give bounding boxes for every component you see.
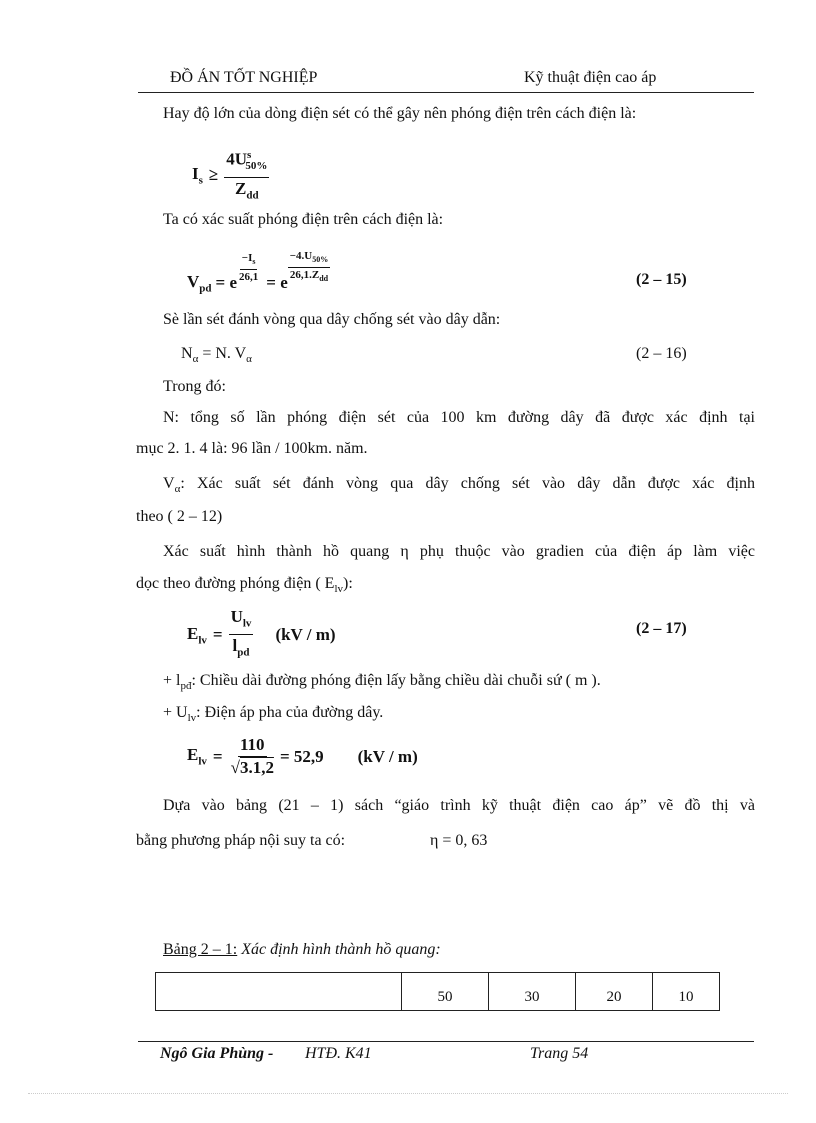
eta-value: η = 0, 63 [430, 832, 488, 849]
footer-class: HTĐ. K41 [305, 1045, 372, 1062]
paragraph-4: Trong đó: [163, 378, 226, 395]
formula-vpd: $V_{pd}$ = e $\frac{-I_s}{26,1}$ = e $\frac{-4.U_{50\%}}{26,1.Z_{dd}}$ [187, 249, 329, 295]
header-left: ĐỒ ÁN TỐT NGHIỆP [170, 69, 318, 86]
table-cell: 30 [488, 973, 575, 1010]
formula-is-lhs: $I_s$ [192, 164, 203, 187]
footer-author: Ngô Gia Phùng - [160, 1045, 274, 1062]
paragraph-6a: $V_\alpha$ : Xác suất sét đánh vòng qua dây chống sét vào dây dẫn được xác định [163, 475, 755, 496]
paragraph-10b: bằng phương pháp nội suy ta có: [136, 832, 346, 849]
paragraph-10a: Dựa vào bảng (21 – 1) sách “giáo trình kỹ thuật điện cao áp” vẽ đồ thị và [163, 797, 755, 814]
formula-is-fraction: $\frac{4U^s_{50\%}}{Z_{dd}}$ [224, 144, 269, 206]
page-bottom-border [28, 1093, 788, 1094]
header-right: Kỹ thuật điện cao áp [524, 69, 657, 86]
definition-lpd: + $l_{pđ}$: Chiều dài đường phóng điện lấy bằng chiều dài chuỗi sứ ( m ). [163, 672, 601, 693]
footer-rule [138, 1041, 754, 1042]
table-cell: 20 [575, 973, 652, 1010]
paragraph-1: Hay độ lớn của dòng điện sét có thể gây nên phóng điện trên cách điện là: [163, 105, 637, 122]
paragraph-7b: dọc theo đường phóng điện ( $E_{lv}$): [136, 575, 353, 596]
formula-n-alpha: $N_\alpha = N$. $V_\alpha$ [181, 345, 252, 366]
formula-elv-value: $E_{lv}$ = $\frac{110}{√3.1,2}$ = 52,9 (kV / m) [187, 735, 418, 777]
formula-is-op: ≥ [208, 165, 219, 185]
paragraph-6b: theo ( 2 – 12) [136, 508, 223, 525]
table-cell: 50 [401, 973, 488, 1010]
header-rule [138, 92, 754, 93]
table-cell [156, 973, 401, 1010]
footer-page: Trang 54 [530, 1045, 589, 1062]
paragraph-7a: Xác suất hình thành hồ quang η phụ thuộc vào gradien của điện áp làm việc [163, 543, 755, 560]
paragraph-5a: N: tổng số lần phóng điện sét của 100 km đường dây đã được xác định tại [163, 409, 755, 426]
table-cell: 10 [652, 973, 719, 1010]
definition-ulv: + $U_{lv}$: Điện áp pha của đường dây. [163, 704, 384, 725]
paragraph-2: Ta có xác suất phóng điện trên cách điện là: [163, 211, 444, 228]
paragraph-5b: mục 2. 1. 4 là: 96 lần / 100km. năm. [136, 440, 368, 457]
formula-elv-ref: (2 – 17) [636, 620, 687, 637]
formula-is [192, 144, 269, 206]
table-caption: Bảng 2 – 1: Xác định hình thành hồ quang: [163, 941, 441, 958]
paragraph-3: Sè lần sét đánh vòng qua dây chống sét vào dây dẫn: [163, 311, 501, 328]
formula-n-alpha-ref: (2 – 16) [636, 345, 687, 362]
formula-elv-fraction: $\frac{U_{lv}}{l_{pd}}$ [230, 607, 252, 659]
table-hoquang [155, 972, 720, 1011]
formula-elv: $E_{lv}$ = $\frac{U_{lv}}{l_{pd}}$ (kV / m) [187, 606, 336, 664]
formula-vpd-ref: (2 – 15) [636, 271, 687, 288]
